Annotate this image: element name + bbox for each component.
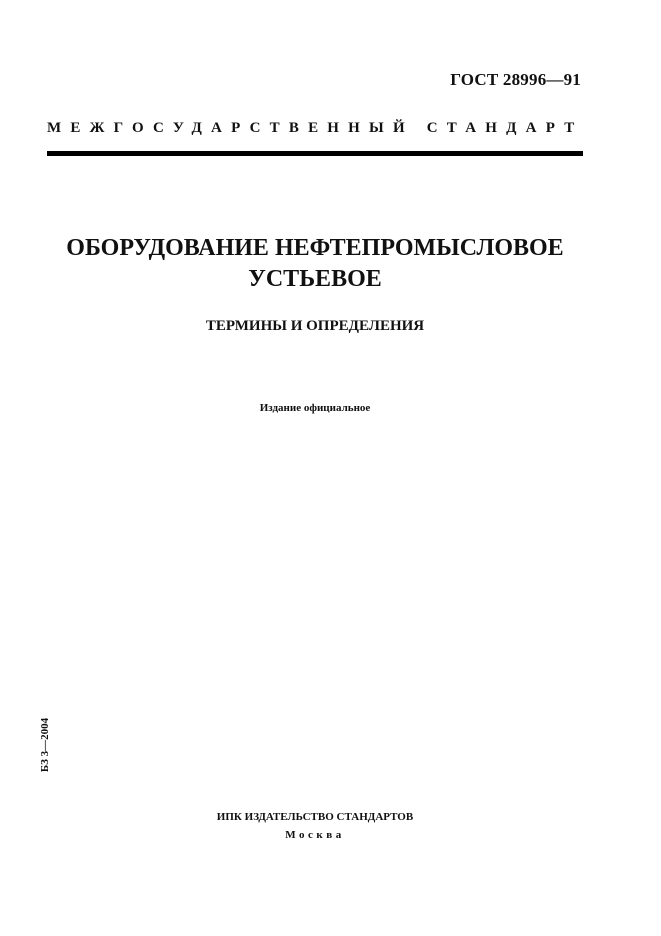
title-line-1: ОБОРУДОВАНИЕ НЕФТЕПРОМЫСЛОВОЕ — [66, 235, 564, 261]
publisher-name: ИПК ИЗДАТЕЛЬСТВО СТАНДАРТОВ — [216, 811, 414, 823]
title-line-2: УСТЬЕВОЕ — [248, 266, 382, 292]
side-code: БЗ 3—2004 — [39, 717, 51, 773]
heading-rule — [47, 151, 583, 156]
document-number: ГОСТ 28996—91 — [450, 70, 581, 89]
document-title — [0, 233, 630, 295]
document-subtitle: ТЕРМИНЫ И ОПРЕДЕЛЕНИЯ — [205, 318, 425, 334]
standard-type-heading: МЕЖГОСУДАРСТВЕННЫЙ СТАНДАРТ — [47, 120, 584, 136]
edition-label: Издание официальное — [259, 402, 371, 414]
publisher-city: Москва — [285, 829, 345, 841]
